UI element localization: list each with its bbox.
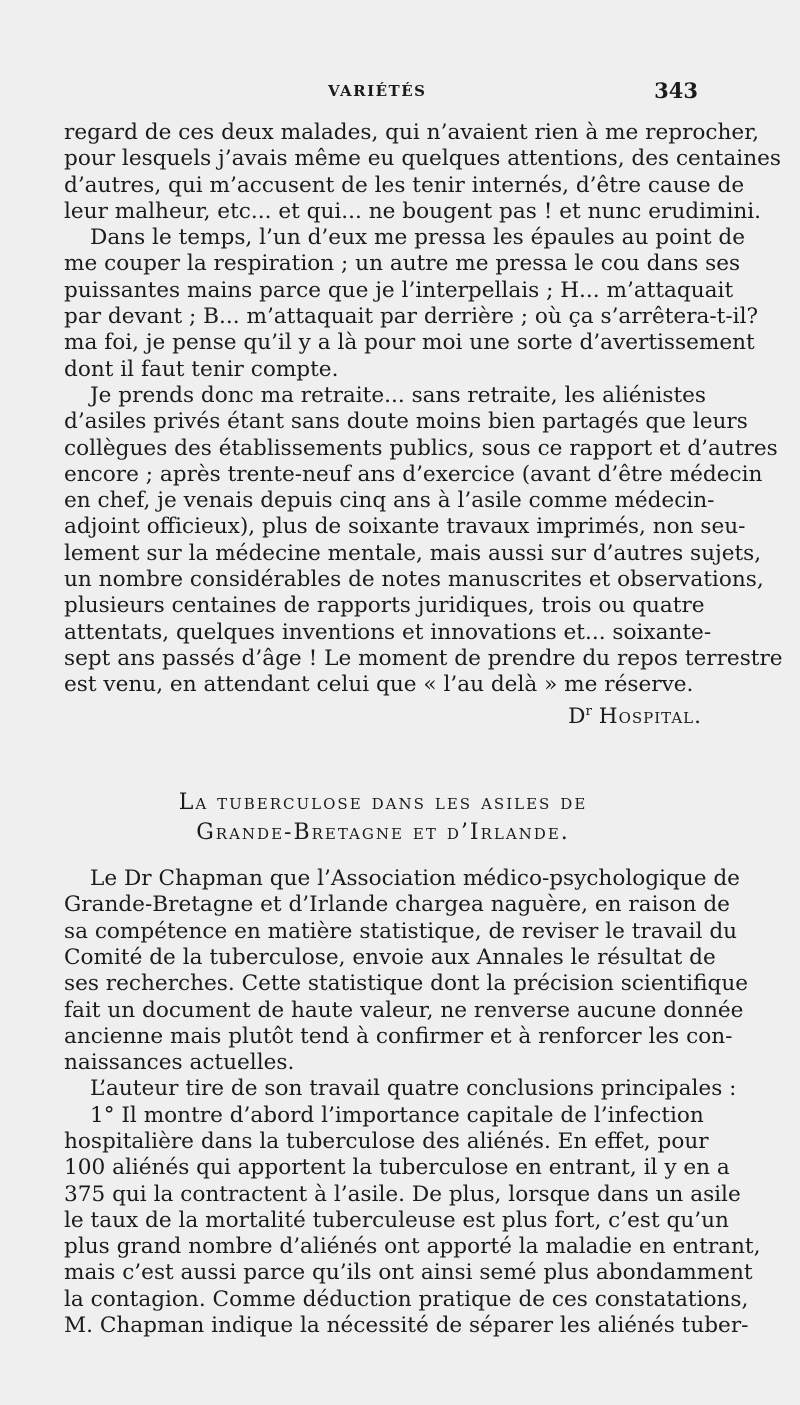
text-line: un nombre considérables de notes manuscrites et observations, — [64, 567, 764, 593]
text-line: lement sur la médecine mentale, mais aussi sur d’autres sujets, — [64, 540, 762, 566]
text-line: pour lesquels j’avais même eu quelques attentions, des centaines — [64, 146, 781, 172]
text-line: 100 aliénés qui apportent la tuberculose en entrant, il y en a — [64, 1155, 730, 1181]
text-line: encore ; après trente-neuf ans d’exercice (avant d’être médecin — [64, 461, 763, 487]
author-signature — [64, 699, 702, 730]
page-number: 343 — [654, 78, 698, 103]
text-line: attentats, quelques inventions et innovations et... soixante- — [64, 619, 712, 645]
running-head: VARIÉTÉS — [328, 82, 427, 100]
text-line: ses recherches. Cette statistique dont la précision scientifique — [64, 971, 749, 997]
text-line: d’asiles privés étant sans doute moins bien partagés que leurs — [64, 409, 748, 435]
text-line: en chef, je venais depuis cinq ans à l’asile comme médecin- — [64, 488, 715, 514]
signature-superscript: r — [585, 703, 592, 719]
text-line: me couper la respiration ; un autre me pressa le cou dans ses — [64, 251, 741, 277]
text-line: regard de ces deux malades, qui n’avaient rien à me reprocher, — [64, 120, 760, 145]
text-line: sa compétence en matière statistique, de reviser le travail du — [64, 918, 738, 944]
text-line: hospitalière dans la tuberculose des aliénés. En effet, pour — [64, 1128, 709, 1154]
section-title-line-1: La tuberculose dans les asiles de — [178, 790, 588, 816]
text-line: 375 qui la contractent à l’asile. De plus, lorsque dans un asile — [64, 1181, 741, 1207]
text-line: la contagion. Comme déduction pratique de ces constatations, — [64, 1286, 749, 1312]
paragraph-6 — [64, 1102, 761, 1340]
text-line: Je prends donc ma retraite... sans retraite, les aliénistes — [90, 382, 707, 408]
paragraph-3 — [64, 382, 783, 699]
text-line: ma foi, je pense qu’il y a là pour moi une sorte d’avertissement — [64, 330, 755, 356]
text-line: est venu, en attendant celui que « l’au delà » me réserve. — [64, 672, 694, 698]
text-line: Dans le temps, l’un d’eux me pressa les épaules au point de — [90, 225, 746, 251]
text-line: L’auteur tire de son travail quatre conclusions principales : — [90, 1076, 737, 1102]
text-line: Le Dr Chapman que l’Association médico-psychologique de — [90, 866, 740, 892]
text-line: adjoint officieux), plus de soixante travaux imprimés, non seu- — [64, 514, 746, 540]
paragraph-5 — [64, 1076, 737, 1102]
text-line: le taux de la mortalité tuberculeuse est plus fort, c’est qu’un — [64, 1207, 729, 1233]
signature-name: Hospital. — [598, 703, 702, 729]
text-line: Grande-Bretagne et d’Irlande chargea naguère, en raison de — [64, 892, 730, 918]
text-line: par devant ; B... m’attaquait par derrière ; où ça s’arrêtera-t-il? — [64, 304, 759, 330]
text-line: fait un document de haute valeur, ne renverse aucune donnée — [64, 997, 744, 1023]
text-line: dont il faut tenir compte. — [64, 356, 339, 382]
signature-prefix: D — [568, 703, 586, 729]
text-line: M. Chapman indique la nécessité de séparer les aliénés tuber- — [64, 1313, 749, 1339]
text-line: plusieurs centaines de rapports juridiques, trois ou quatre — [64, 593, 705, 619]
text-line: mais c’est aussi parce qu’ils ont ainsi semé plus abondamment — [64, 1260, 753, 1286]
text-line: 1° Il montre d’abord l’importance capitale de l’infection — [90, 1102, 704, 1128]
text-line: d’autres, qui m’accusent de les tenir internés, d’être cause de — [64, 172, 745, 198]
text-line: puissantes mains parce que je l’interpellais ; H... m’attaquait — [64, 277, 734, 303]
text-line: leur malheur, etc... et qui... ne bougent pas ! et nunc erudimini. — [64, 198, 762, 224]
section-title-line-2: Grande-Bretagne et d’Irlande. — [196, 820, 570, 846]
body-text — [64, 120, 783, 1339]
page-header — [60, 78, 700, 108]
text-line: naissances actuelles. — [64, 1050, 295, 1076]
text-line: ancienne mais plutôt tend à confirmer et à renforcer les con- — [64, 1023, 733, 1049]
text-line: sept ans passés d’âge ! Le moment de prendre du repos terrestre — [64, 645, 783, 671]
text-line: plus grand nombre d’aliénés ont apporté la maladie en entrant, — [64, 1234, 761, 1260]
text-line: collègues des établissements publics, sous ce rapport et d’autres — [64, 435, 778, 461]
paragraph-1 — [64, 120, 781, 225]
paragraph-4 — [64, 866, 749, 1076]
paragraph-2 — [64, 225, 759, 383]
section-title — [64, 788, 702, 848]
text-line: Comité de la tuberculose, envoie aux Annales le résultat de — [64, 944, 716, 970]
